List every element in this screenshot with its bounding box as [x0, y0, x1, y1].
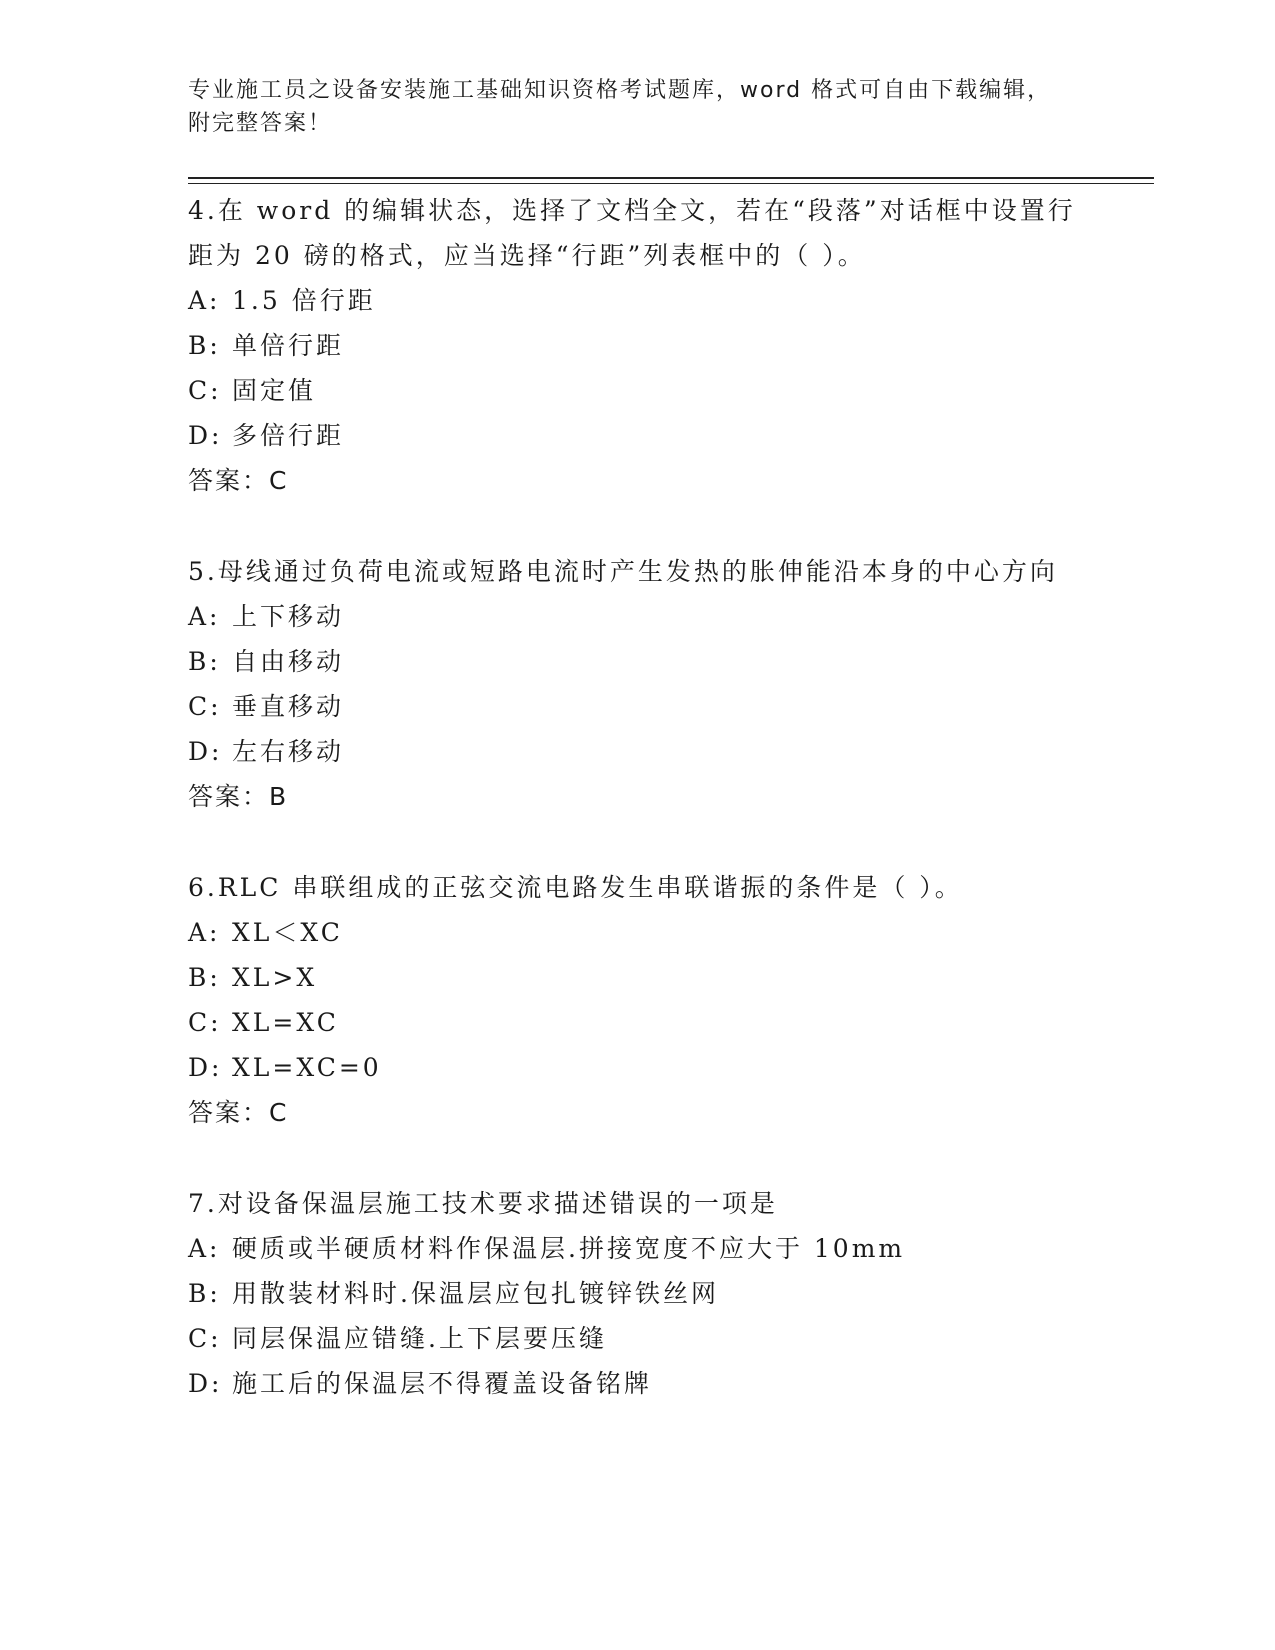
- option-text: 同层保温应错缝.上下层要压缝: [232, 1324, 607, 1353]
- option-letter: B:: [188, 647, 221, 676]
- option-d: [188, 729, 1088, 774]
- question-text: 6.RLC 串联组成的正弦交流电路发生串联谐振的条件是（ ）。: [188, 873, 963, 902]
- document-header: [188, 74, 1068, 140]
- option-text: 固定值: [232, 376, 317, 405]
- question-6: [188, 865, 1088, 1135]
- option-b: [188, 955, 1088, 1000]
- answer-line: 答案：C: [188, 1098, 289, 1127]
- header-line-1: 专业施工员之设备安装施工基础知识资格考试题库，word 格式可自由下载编辑，: [188, 78, 1052, 103]
- option-letter: A:: [188, 918, 221, 947]
- option-text: XL=XC: [232, 1008, 339, 1037]
- option-text: 用散装材料时.保温层应包扎镀锌铁丝网: [232, 1279, 719, 1308]
- option-text: 上下移动: [232, 602, 345, 631]
- question-4: [188, 188, 1088, 503]
- question-text: 5.母线通过负荷电流或短路电流时产生发热的胀伸能沿本身的中心方向: [188, 557, 1058, 586]
- option-letter: D:: [188, 421, 223, 450]
- option-text: XL>X: [232, 963, 318, 992]
- option-letter: B:: [188, 331, 221, 360]
- option-text: 1.5 倍行距: [232, 286, 376, 315]
- option-c: [188, 1000, 1088, 1045]
- option-letter: A:: [188, 602, 221, 631]
- option-text: 多倍行距: [232, 421, 345, 450]
- option-a: [188, 278, 1088, 323]
- option-letter: C:: [188, 692, 222, 721]
- option-letter: A:: [188, 286, 221, 315]
- option-letter: D:: [188, 1369, 223, 1398]
- option-text: 施工后的保温层不得覆盖设备铭牌: [232, 1369, 653, 1398]
- option-text: 左右移动: [232, 737, 345, 766]
- option-b: [188, 639, 1088, 684]
- option-text: XL＜XC: [232, 918, 343, 947]
- option-letter: D:: [188, 1053, 223, 1082]
- option-text: 单倍行距: [232, 331, 345, 360]
- header-line-2: 附完整答案！: [188, 111, 333, 136]
- option-text: 垂直移动: [232, 692, 345, 721]
- option-text: 硬质或半硬质材料作保温层.拼接宽度不应大于 10mm: [232, 1234, 906, 1263]
- option-letter: B:: [188, 963, 221, 992]
- option-letter: C:: [188, 1324, 222, 1353]
- question-text: 4.在 word 的编辑状态，选择了文档全文，若在“段落”对话框中设置行距为 20 磅的格式，应当选择“行距”列表框中的（ ）。: [188, 196, 1076, 270]
- option-text: 自由移动: [232, 647, 345, 676]
- option-d: [188, 1361, 1088, 1406]
- option-a: [188, 1226, 1088, 1271]
- option-c: [188, 1316, 1088, 1361]
- answer-line: 答案：C: [188, 466, 289, 495]
- option-letter: D:: [188, 737, 223, 766]
- option-letter: B:: [188, 1279, 221, 1308]
- option-b: [188, 323, 1088, 368]
- question-list: [188, 188, 1088, 1452]
- question-text: 7.对设备保温层施工技术要求描述错误的一项是: [188, 1189, 778, 1218]
- option-c: [188, 684, 1088, 729]
- option-d: [188, 413, 1088, 458]
- header-divider-thick: [188, 177, 1154, 179]
- option-letter: A:: [188, 1234, 221, 1263]
- option-b: [188, 1271, 1088, 1316]
- option-a: [188, 910, 1088, 955]
- option-text: XL=XC=0: [232, 1053, 382, 1082]
- option-a: [188, 594, 1088, 639]
- option-c: [188, 368, 1088, 413]
- option-letter: C:: [188, 1008, 222, 1037]
- answer-line: 答案：B: [188, 782, 289, 811]
- option-d: [188, 1045, 1088, 1090]
- question-7: [188, 1181, 1088, 1406]
- question-5: [188, 549, 1088, 819]
- header-divider-thin: [188, 183, 1154, 184]
- option-letter: C:: [188, 376, 222, 405]
